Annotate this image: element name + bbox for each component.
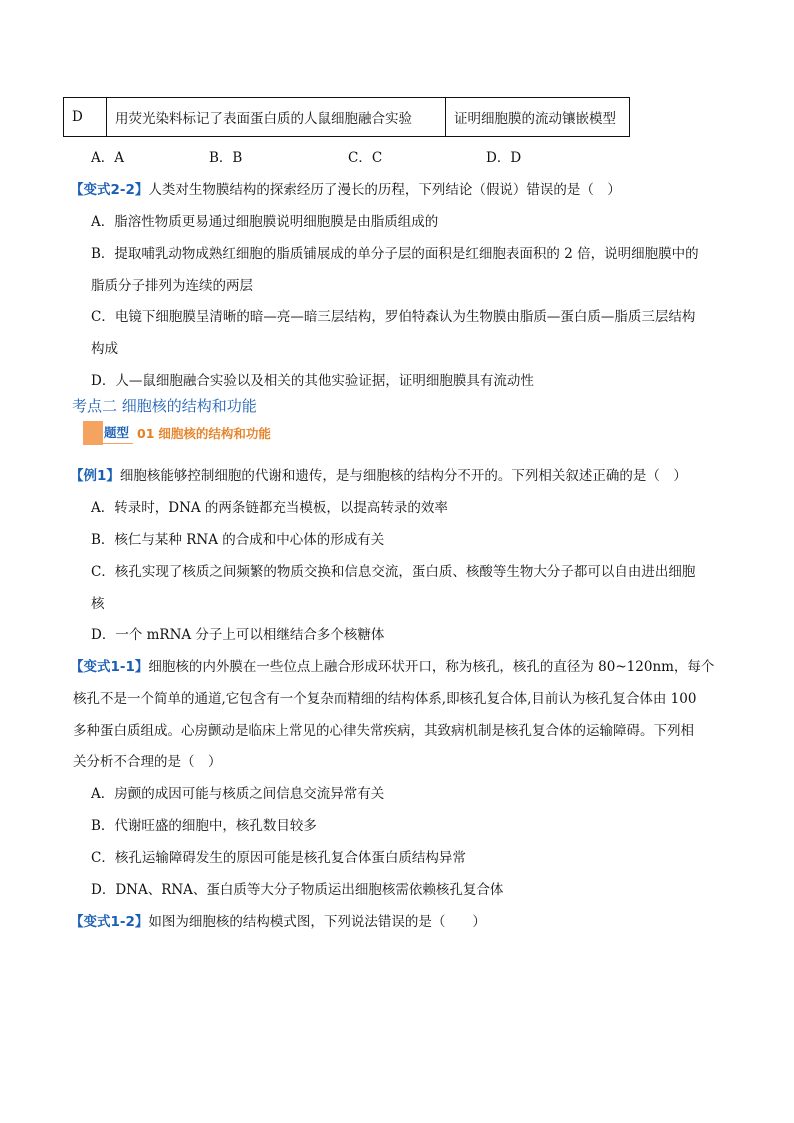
- option-d[interactable]: D．人—鼠细胞融合实验以及相关的其他实验证据，证明细胞膜具有流动性: [91, 373, 534, 389]
- table-cell-experiment: 用荧光染料标记了表面蛋白质的人鼠细胞融合实验: [107, 98, 446, 136]
- option-c-continued: 核: [91, 596, 105, 612]
- question-tag: 【变式1-2】: [70, 914, 149, 930]
- option-b[interactable]: B．B: [209, 150, 243, 166]
- question-tag: 【变式1-1】: [70, 659, 149, 675]
- option-b-continued: 脂质分子排列为连续的两层: [91, 278, 253, 294]
- table-cell-conclusion: 证明细胞膜的流动镶嵌模型: [454, 111, 616, 127]
- answer-table-row-d: [63, 97, 630, 137]
- option-d[interactable]: D．DNA、RNA、蛋白质等大分子物质运出细胞核需依赖核孔复合体: [91, 882, 504, 898]
- question-text-line-2: 核孔不是一个简单的通道,它包含有一个复杂而精细的结构体系,即核孔复合体,目前认为核孔复合体由 100: [73, 691, 697, 707]
- question-text: 细胞核的内外膜在一些位点上融合形成环状开口，称为核孔，核孔的直径为 80~120nm，每个: [148, 659, 715, 675]
- question-tag: 【变式2-2】: [70, 182, 149, 198]
- option-c[interactable]: C．C: [348, 150, 383, 166]
- option-d[interactable]: D．D: [486, 150, 522, 166]
- option-a[interactable]: A．A: [91, 150, 124, 166]
- question-stem: [70, 464, 687, 484]
- table-cell-letter: D: [64, 98, 107, 136]
- question-tag: 【例1】: [70, 468, 120, 484]
- question-text: 如图为细胞核的结构模式图，下列说法错误的是（ ）: [148, 914, 486, 930]
- question-stem: [70, 910, 486, 930]
- option-d[interactable]: D．一个 mRNA 分子上可以相继结合多个核糖体: [91, 627, 385, 643]
- question-text-line-4: 关分析不合理的是（ ）: [73, 754, 222, 770]
- option-a[interactable]: A．转录时，DNA 的两条链都充当模板，以提高转录的效率: [91, 500, 448, 516]
- badge-number: 01: [137, 425, 155, 441]
- question-text: 细胞核能够控制细胞的代谢和遗传，是与细胞核的结构分不开的。下列相关叙述正确的是（ ）: [119, 468, 687, 484]
- option-a[interactable]: A．脂溶性物质更易通过细胞膜说明细胞膜是由脂质组成的: [91, 214, 439, 230]
- option-b[interactable]: B．核仁与某种 RNA 的合成和中心体的形成有关: [91, 532, 385, 548]
- badge-title: 细胞核的结构和功能: [158, 426, 271, 441]
- question-text-line-3: 多种蛋白质组成。心房颤动是临床上常见的心律失常疾病，其致病机制是核孔复合体的运输障碍。下列相: [73, 723, 694, 739]
- question-type-badge: [83, 421, 271, 445]
- option-c[interactable]: C．核孔运输障碍发生的原因可能是核孔复合体蛋白质结构异常: [91, 850, 466, 866]
- question-stem: [70, 655, 714, 675]
- option-b[interactable]: B．代谢旺盛的细胞中，核孔数目较多: [91, 818, 317, 834]
- option-c[interactable]: C．核孔实现了核质之间频繁的物质交换和信息交流，蛋白质、核酸等生物大分子都可以自由进出细胞: [91, 564, 696, 580]
- option-c-continued: 构成: [91, 341, 118, 357]
- section-heading: 考点二 细胞核的结构和功能: [72, 397, 257, 415]
- option-c[interactable]: C．电镜下细胞膜呈清晰的暗—亮—暗三层结构，罗伯特森认为生物膜由脂质—蛋白质—脂质三层结构: [91, 309, 696, 325]
- question-stem: [70, 178, 621, 198]
- badge-label: 题型: [100, 423, 133, 444]
- option-b[interactable]: B．提取哺乳动物成熟红细胞的脂质铺展成的单分子层的面积是红细胞表面积的 2 倍，说明细胞膜中的: [91, 246, 699, 262]
- option-a[interactable]: A．房颤的成因可能与核质之间信息交流异常有关: [91, 786, 385, 802]
- question-text: 人类对生物膜结构的探索经历了漫长的历程，下列结论（假说）错误的是（ ）: [148, 182, 621, 198]
